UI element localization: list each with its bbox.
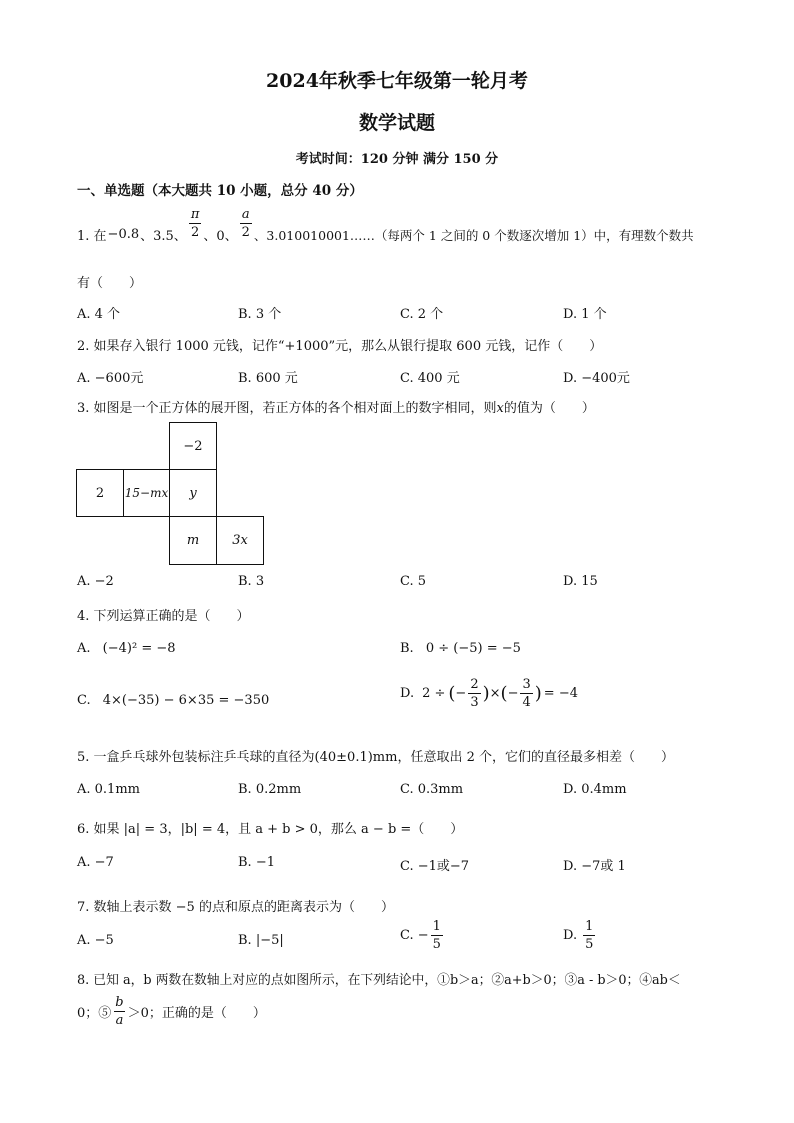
q5-option-c: C. 0.3mm: [400, 782, 464, 797]
net-face-left-label: 2: [95, 485, 105, 501]
q4-fraction-1: [468, 678, 480, 709]
q5-option-b: B. 0.2mm: [238, 782, 302, 797]
q4-fraction-2-denominator: 4: [522, 695, 531, 710]
q1-number-1: −0.8: [107, 227, 140, 242]
net-face-bottom: [169, 516, 217, 565]
q4-fraction-1-denominator: 3: [470, 695, 479, 710]
q4-minus-1: −: [455, 686, 467, 701]
q4-paren-open-2: (: [500, 683, 508, 704]
q4-option-b-expr: 0 ÷ (−5) = −5: [425, 641, 521, 656]
q1-sep-2: 、0、: [203, 229, 238, 244]
q4-option-c: [77, 693, 269, 708]
q4-option-a: [77, 641, 176, 656]
q8-fraction: [113, 996, 125, 1027]
q4-fraction-2: [520, 678, 532, 709]
net-face-mid-left-label: 15−mx: [124, 486, 169, 500]
q4-option-a-label: A.: [77, 641, 91, 656]
q1-tail: 、3.010010001……（每两个 1 之间的 0 个数逐次增加 1）中，有理数个数共: [253, 227, 694, 243]
q4-fraction-2-numerator: 3: [522, 677, 531, 692]
question-8-line-2: [77, 996, 266, 1027]
q6-option-d: D. −7或 1: [563, 859, 626, 874]
question-6: 6. 如果 |a| = 3，|b| = 4，且 a + b > 0，那么 a − b =（ ）: [77, 822, 464, 837]
q4-option-a-expr: (−4)² = −8: [102, 641, 176, 656]
q2-option-a: A. −600元: [77, 371, 144, 386]
net-face-right-label: 3x: [232, 533, 248, 548]
question-7: 7. 数轴上表示数 −5 的点和原点的距离表示为（ ）: [77, 900, 394, 915]
q7-option-c-fraction: [431, 920, 443, 951]
q4-option-d-prefix: 2 ÷: [422, 686, 446, 701]
q3-option-b: B. 3: [238, 574, 265, 589]
q7-d-denominator: 5: [585, 937, 594, 952]
net-face-center: [169, 469, 217, 517]
exam-title: 2024年秋季七年级第一轮月考: [266, 70, 528, 92]
net-face-top-label: −2: [183, 438, 203, 454]
q5-option-a: A. 0.1mm: [77, 782, 140, 797]
q7-d-numerator: 1: [585, 919, 594, 934]
q1-a-numerator: a: [241, 207, 250, 222]
q6-option-c: C. −1或−7: [400, 859, 470, 874]
q3-option-a: A. −2: [77, 574, 114, 589]
question-4: 4. 下列运算正确的是（ ）: [77, 609, 250, 624]
q6-option-b: B. −1: [238, 855, 275, 870]
q7-option-c-label: C. −: [400, 928, 429, 943]
q8-line2-suffix: ＞0；正确的是（ ）: [127, 1006, 266, 1021]
net-face-mid-left: [123, 469, 170, 517]
q1-sep-1: 、3.5、: [140, 229, 187, 244]
question-2: 2. 如果存入银行 1000 元钱，记作“+1000”元，那么从银行提取 600 元钱，记作（ ）: [77, 339, 603, 354]
net-face-top: [169, 422, 217, 470]
q3-option-d: D. 15: [563, 574, 598, 589]
q4-option-c-label: C.: [77, 693, 91, 708]
q7-option-a: A. −5: [77, 933, 114, 948]
net-face-bottom-label: m: [186, 533, 200, 548]
q2-option-d: D. −400元: [563, 371, 630, 386]
q1-option-d: D. 1 个: [563, 307, 607, 322]
q8-line2-prefix: 0；⑤: [77, 1006, 112, 1021]
q4-option-c-expr: 4×(−35) − 6×35 = −350: [102, 693, 270, 708]
q4-option-d-suffix: = −4: [543, 686, 578, 701]
q1-option-c: C. 2 个: [400, 307, 444, 322]
q7-c-numerator: 1: [432, 919, 441, 934]
q7-option-d-fraction: [583, 920, 595, 951]
q3-suffix: 的值为（ ）: [503, 401, 595, 416]
q4-minus-2: −: [507, 686, 519, 701]
net-face-center-label: y: [189, 485, 197, 501]
question-1-line-2: 有（ ）: [77, 276, 143, 291]
q4-fraction-1-numerator: 2: [470, 677, 479, 692]
question-1: [77, 207, 694, 244]
q8-fraction-numerator: b: [115, 995, 124, 1010]
q6-option-a: A. −7: [77, 855, 114, 870]
q1-a-denominator: 2: [241, 225, 250, 240]
q2-option-b: B. 600 元: [238, 371, 298, 386]
exam-info: 考试时间：120 分钟 满分 150 分: [295, 152, 499, 167]
q1-fraction-pi: [189, 208, 202, 239]
question-3: [77, 397, 595, 416]
q4-paren-open-1: (: [448, 683, 456, 704]
q1-prefix: 1. 在: [77, 229, 107, 244]
q7-option-d-label: D.: [563, 928, 578, 943]
q4-option-b-label: B.: [400, 641, 414, 656]
q7-option-d: [563, 920, 597, 951]
q3-prefix: 3. 如图是一个正方体的展开图，若正方体的各个相对面上的数字相同，则: [77, 401, 497, 416]
q4-paren-close-1: ): [482, 683, 490, 704]
q4-option-d: [400, 678, 578, 709]
q7-option-c: [400, 920, 445, 951]
q1-option-b: B. 3 个: [238, 307, 282, 322]
q4-paren-close-2: ): [534, 683, 542, 704]
net-face-right: [216, 516, 264, 565]
q1-option-a: A. 4 个: [77, 307, 121, 322]
q1-fraction-a: [240, 208, 252, 239]
q7-option-b: B. |−5|: [238, 933, 284, 948]
net-face-left: [76, 469, 124, 517]
q3-option-c: C. 5: [400, 574, 427, 589]
q5-suffix: ，任意取出 2 个，它们的直径最多相差（ ）: [397, 750, 675, 765]
q1-pi-denominator: 2: [190, 225, 200, 240]
q7-c-denominator: 5: [432, 937, 441, 952]
q4-times: ×: [489, 686, 501, 701]
q4-option-b: [400, 641, 521, 656]
q4-option-d-label: D.: [400, 686, 415, 701]
section-heading: 一、单选题（本大题共 10 小题，总分 40 分）: [77, 183, 363, 199]
q2-option-c: C. 400 元: [400, 371, 460, 386]
question-5: [77, 746, 674, 765]
q1-pi-numerator: π: [190, 207, 200, 222]
q8-fraction-denominator: a: [115, 1013, 124, 1028]
question-8: 8. 已知 a，b 两数在数轴上对应的点如图所示，在下列结论中，①b＞a；②a+b＞0；③a - b＞0；④ab＜: [77, 973, 681, 988]
q3-variable: x: [496, 401, 504, 416]
exam-subject: 数学试题: [358, 112, 435, 134]
q5-expression: (40±0.1)mm: [314, 750, 398, 765]
q5-prefix: 5. 一盒乒乓球外包装标注乒乓球的直径为: [77, 750, 315, 765]
q5-option-d: D. 0.4mm: [563, 782, 627, 797]
